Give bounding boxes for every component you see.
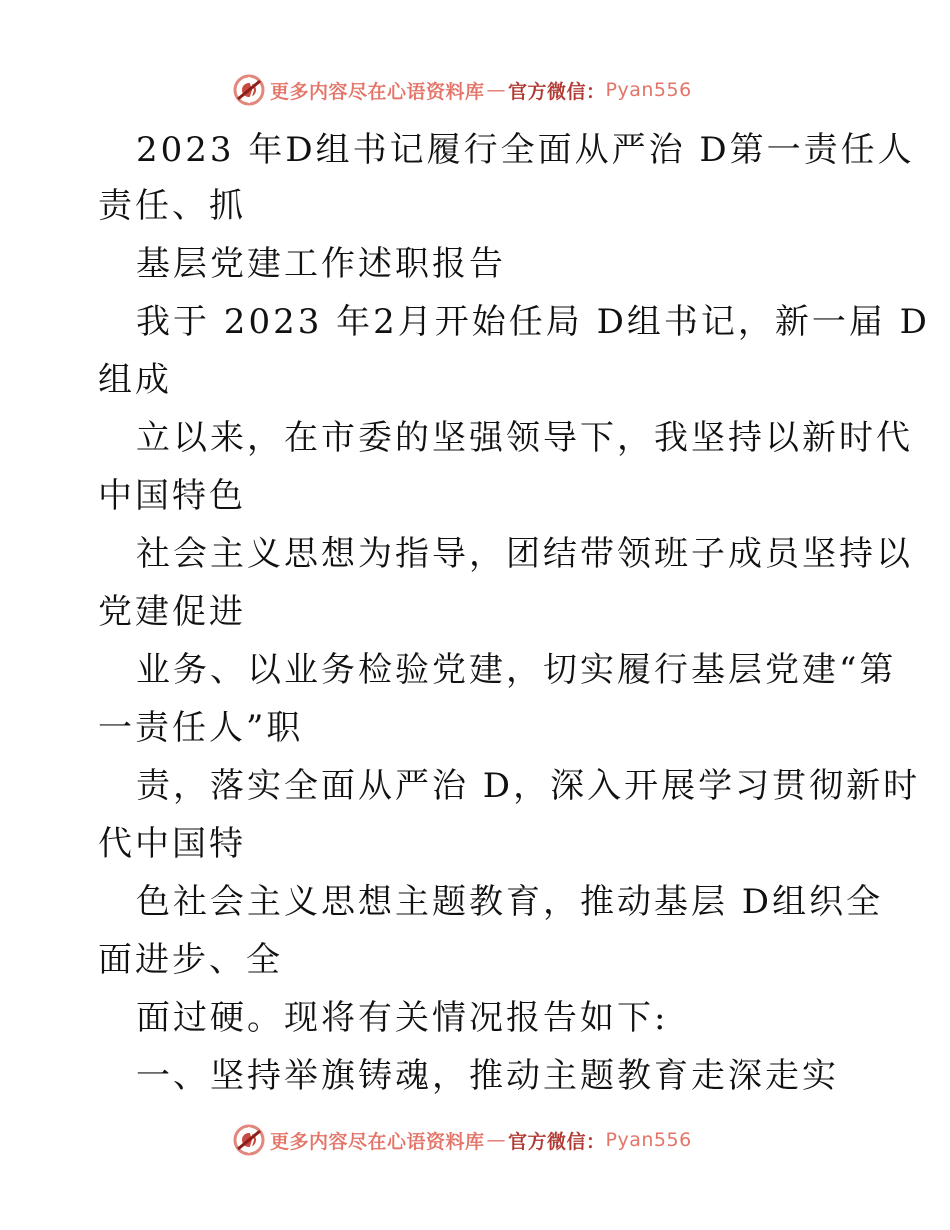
text-line: 立以来，在市委的坚强领导下，我坚持以新时代 xyxy=(136,418,913,458)
title-line-3: 基层党建工作述职报告 xyxy=(136,244,506,284)
title-line-1: 2023 年D组书记履行全面从严治 D第一责任人 xyxy=(136,130,915,170)
text-line: 责，落实全面从严治 D，深入开展学习贯彻新时 xyxy=(136,766,921,806)
watermark-footer xyxy=(232,1122,692,1158)
text-line: 我于 2023 年2月开始任局 D组书记，新一届 D xyxy=(136,302,930,342)
text-line: 业务、以业务检验党建，切实履行基层党建“第 xyxy=(136,650,897,690)
watermark-brand: 更多内容尽在心语资料库 xyxy=(270,80,485,103)
watermark-official-label: 官方微信： xyxy=(508,80,606,103)
text-line: 色社会主义思想主题教育，推动基层 D组织全 xyxy=(136,882,884,922)
watermark-logo-icon xyxy=(232,1123,266,1157)
section-heading: 一、坚持举旗铸魂，推动主题教育走深走实 xyxy=(136,1056,839,1096)
watermark-official-label: 官方微信： xyxy=(508,1130,606,1153)
text-line: 一责任人”职 xyxy=(98,708,304,748)
text-line: 党建促进 xyxy=(98,592,246,632)
text-line: 面进步、全 xyxy=(98,940,283,980)
watermark-dash: — xyxy=(486,79,507,101)
text-line: 面过硬。现将有关情况报告如下: xyxy=(136,998,669,1038)
text-line: 社会主义思想为指导，团结带领班子成员坚持以 xyxy=(136,534,913,574)
watermark-dash: — xyxy=(486,1129,507,1151)
watermark-brand: 更多内容尽在心语资料库 xyxy=(270,1130,485,1153)
text-line: 组成 xyxy=(98,360,172,400)
text-line: 代中国特 xyxy=(98,824,246,864)
watermark-wechat-id: Pyan556 xyxy=(605,1129,692,1151)
watermark-wechat-id: Pyan556 xyxy=(605,79,692,101)
text-line: 中国特色 xyxy=(98,476,246,516)
title-line-2: 责任、抓 xyxy=(98,186,246,226)
